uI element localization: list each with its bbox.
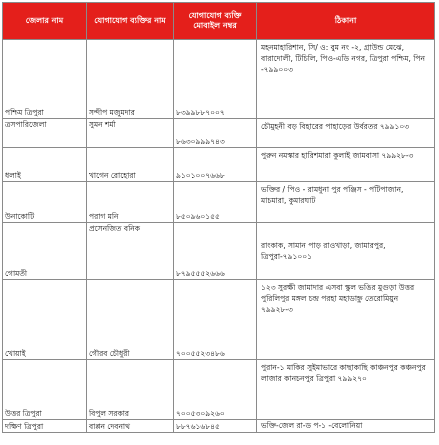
table-row xyxy=(3,360,435,420)
table-row xyxy=(3,223,435,280)
mobile-cell: ৮৭৯৫৫৫২৬৬৬ xyxy=(174,223,257,280)
person-cell: পরাগ মনি xyxy=(87,182,174,223)
district-cell: দক্ষিণ ত্রিপুরা xyxy=(3,420,87,433)
district-cell: গোমতী xyxy=(3,223,87,280)
person-cell: সন্দীপ মজুমদার xyxy=(87,40,174,119)
table-row xyxy=(3,119,435,148)
person-cell: বাপ্পন দেবনাথ xyxy=(87,420,174,433)
address-cell: রাংকাক, সামান পাড় রাওখাড়া, জামারপুর, ত্রিপুরা-৭৯১০০১ xyxy=(257,223,435,280)
person-cell: গৌরব চৌধুরী xyxy=(87,280,174,360)
district-cell: উনাকোটি xyxy=(3,182,87,223)
address-cell: ভক্তি-জেল রা-ড প-১ -বেলোনিয়া xyxy=(257,420,435,433)
address-cell: পুরান-১ মাকির সুইমাভারে কাছাকাছি কাঞ্চনপুর কঞ্চনপুর লাজার কানচনপুর ত্রিপুরা ৭৯৯২৭০ xyxy=(257,360,435,420)
table-row xyxy=(3,280,435,360)
district-cell: খোয়াই xyxy=(3,280,87,360)
table-row xyxy=(3,420,435,433)
mobile-cell: ৮৩৯৯৮৮৭০০৭ xyxy=(174,40,257,119)
person-cell: খাগেন রোহোরা xyxy=(87,148,174,182)
address-cell: ভক্তির / পিও - রামধুনা পুর পঞ্জিস - পটিপাজান, মাচমারা, কুমারঘাট xyxy=(257,182,435,223)
header-district: জেলার নাম xyxy=(3,3,87,40)
mobile-cell: ৭০০৫৫২৩৪৮৬ xyxy=(174,280,257,360)
table-row xyxy=(3,148,435,182)
mobile-cell: ৭০০৫৩০৯২৬০ xyxy=(174,360,257,420)
table-row xyxy=(3,40,435,119)
header-mobile: যোগাযোগ ব্যক্তি মোবাইল নম্বর xyxy=(174,3,257,40)
person-cell: প্রসেনজিত বনিক xyxy=(87,223,174,280)
district-cell: ধলাই xyxy=(3,148,87,182)
person-cell: সুমন শর্মা xyxy=(87,119,174,148)
district-cell: উত্তর ত্রিপুরা xyxy=(3,360,87,420)
mobile-cell: ৮৮৭৬১৬৮৪৫ xyxy=(174,420,257,433)
district-cell: ত্রসপারিজেলা xyxy=(3,119,87,148)
table-row xyxy=(3,182,435,223)
address-cell: ১২৩ সুরক্ষী জামাদার এসবা স্কুল ভঙির মুগুড়া উত্তর পুরিলিপুর মঙ্গল চন্দ্র পরহা মহাডাহ্নু তেরোমিয়ুন ৭৯৯২৮-৩ xyxy=(257,280,435,360)
header-row xyxy=(3,3,435,40)
address-cell: চৌমুহনী বড় বিহারের পাহাড়ের উর্বরতর ৭৯৯১০৩ xyxy=(257,119,435,148)
contact-table xyxy=(2,2,435,433)
district-cell: পশ্চিম ত্রিপুরা xyxy=(3,40,87,119)
mobile-cell: ৯১০১০০৭৬৬৮ xyxy=(174,148,257,182)
address-cell: পুরুন নমস্কার হারিশমারা কুলাই জামবাসা ৭৯৯২৮-৩ xyxy=(257,148,435,182)
header-address: ঠিকানা xyxy=(257,3,435,40)
mobile-cell: ৮৫০৯৬০১৫৫ xyxy=(174,182,257,223)
person-cell: বিপুল সরকার xyxy=(87,360,174,420)
address-cell: মহনমাহারিশান, সি/ ও: বুম নং -২, গ্রাউন্ড মেঝে, বারাদোলী, টিচিলি, পিও-এডি নগর, ত্রিপুরা পশ্চিম, পিন -৭৯৯০০৩ xyxy=(257,40,435,119)
mobile-cell: ৮৬৩০৯৯৯৭৪৩ xyxy=(174,119,257,148)
header-person: যোগাযোগ ব্যক্তির নাম xyxy=(87,3,174,40)
